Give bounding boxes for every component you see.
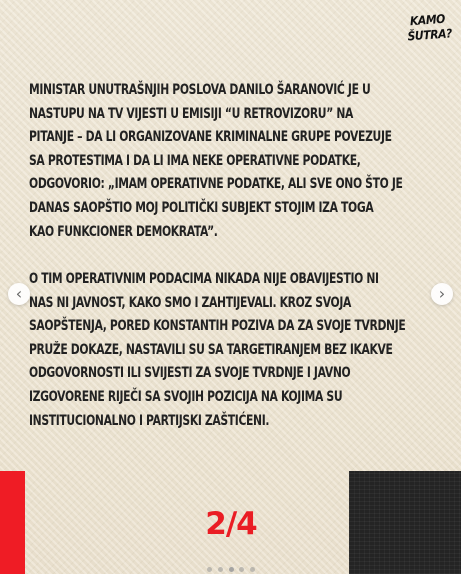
paragraph-2-line-7: INSTITUCIONALNO I PARTIJSKI ZAŠTIĆENI. <box>29 412 270 429</box>
paragraph-1-line-4: SA PROTESTIMA I DA LI IMA NEKE OPERATIVNE PODATKE, <box>29 152 361 169</box>
paragraph-1-line-5: ODGOVORIO: „IMAM OPERATIVNE PODATKE, ALI SVE ONO ŠTO JE <box>29 176 403 193</box>
paragraph-2-line-3: SAOPŠTENJA, PORED KONSTANTIH POZIVA DA ZA SVOJE TVRDNJE <box>29 318 406 335</box>
red-accent-bar <box>0 471 25 574</box>
logo-line-2: ŠUTRA? <box>407 26 453 44</box>
dark-texture-panel <box>349 471 461 574</box>
previous-slide-button[interactable] <box>8 283 30 305</box>
carousel-dot-5[interactable] <box>250 567 255 572</box>
paragraph-2-line-6: IZGOVORENE RIJEČI SA SVOJIH POZICIJA NA KOJIMA SU <box>29 388 343 405</box>
paragraph-1-line-3: PITANJE – DA LI ORGANIZOVANE KRIMINALNE GRUPE POVEZUJE <box>29 129 392 146</box>
paragraph-2-line-4: PRUŽE DOKAZE, NASTAVILI SU SA TARGETIRANJEM BEZ IKAKVE <box>29 341 393 358</box>
statement-paragraph-2 <box>29 268 439 433</box>
paragraph-2-line-5: ODGOVORNOSTI ILI SVIJESTI ZA SVOJE TVRDNJE I JAVNO <box>29 365 351 382</box>
carousel-dots <box>207 566 255 572</box>
chevron-left-icon: ‹ <box>15 284 23 303</box>
paragraph-1-line-1: MINISTAR UNUTRAŠNJIH POSLOVA DANILO ŠARANOVIĆ JE U <box>29 82 371 98</box>
carousel-dot-4[interactable] <box>239 567 244 572</box>
page-number: 2/4 <box>205 506 257 542</box>
paragraph-1-line-7: KAO FUNKCIONER DEMOKRATA”. <box>29 223 218 240</box>
next-slide-button[interactable] <box>431 283 453 305</box>
carousel-dot-2[interactable] <box>218 567 223 572</box>
paragraph-1-line-2: NASTUPU NA TV VIJESTI U EMISIJI “U RETROVIZORU” NA <box>29 105 354 122</box>
paragraph-2-line-2: NAS NI JAVNOST, KAKO SMO I ZAHTIJEVALI. KROZ SVOJA <box>29 294 352 311</box>
carousel-dot-1[interactable] <box>207 567 212 572</box>
paragraph-1-line-6: DANAS SAOPŠTIO MOJ POLITIČKI SUBJEKT STOJIM IZA TOGA <box>29 199 374 216</box>
statement-paragraph-1 <box>29 79 439 244</box>
carousel-dot-3-active[interactable] <box>229 567 234 572</box>
chevron-right-icon: › <box>438 284 446 303</box>
kamo-sutra-logo <box>406 11 453 45</box>
logo-line-1: KAMO <box>409 11 446 29</box>
paragraph-2-line-1: O TIM OPERATIVNIM PODACIMA NIKADA NIJE OBAVIJESTIO NI <box>29 271 379 287</box>
